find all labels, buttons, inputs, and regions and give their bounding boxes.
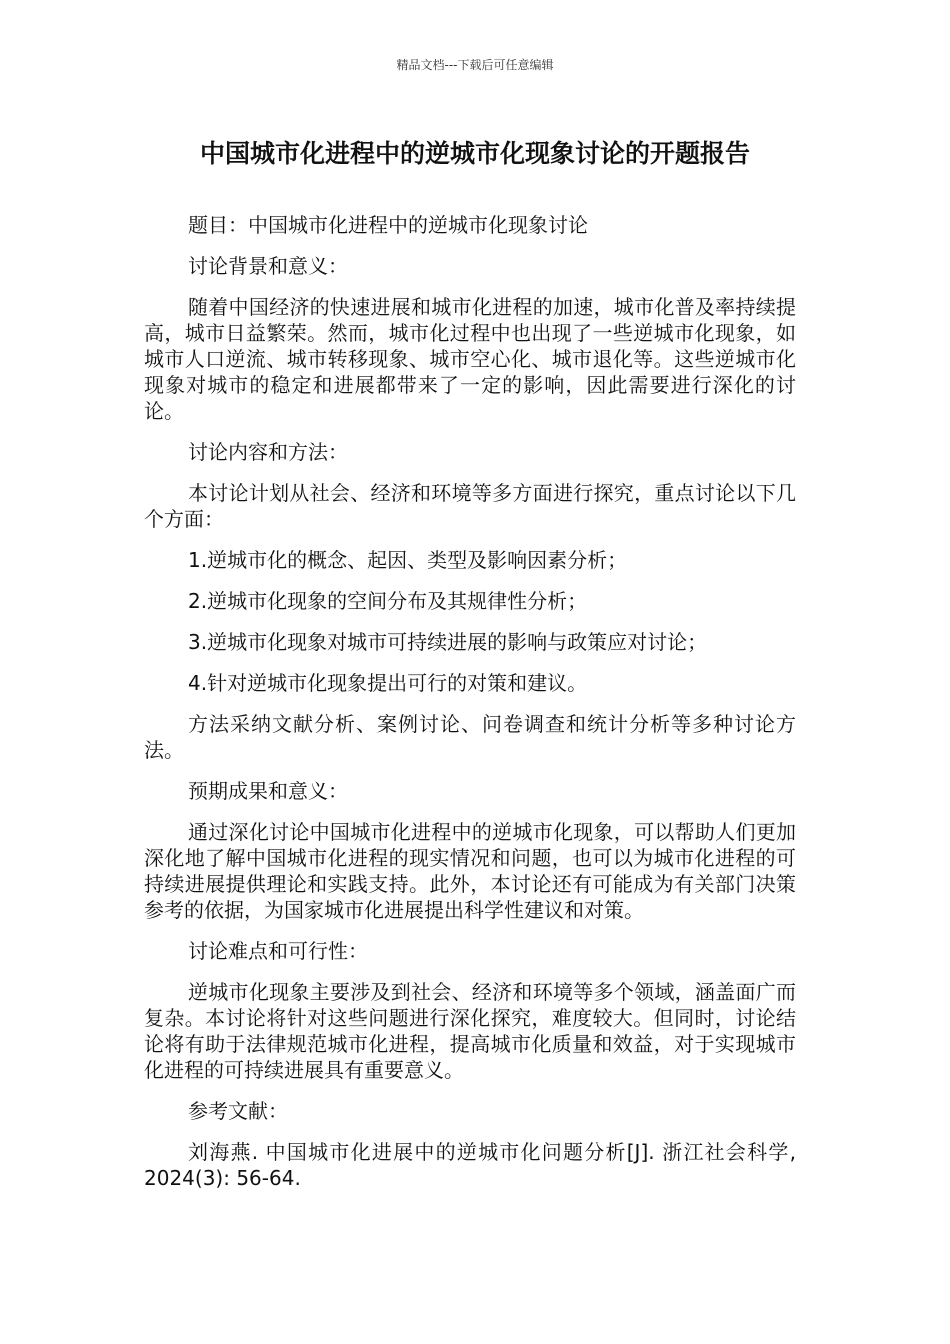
section-heading-references: 参考文献： (188, 1099, 288, 1123)
content-list-item: 1.逆城市化的概念、起因、类型及影响因素分析； (188, 548, 628, 572)
reference-entry: 刘海燕. 中国城市化进展中的逆城市化问题分析[J]. 浙江社会科学, 2024(3): 56-64. (144, 1140, 796, 1190)
outcomes-paragraph: 通过深化讨论中国城市化进程中的逆城市化现象，可以帮助人们更加深化地了解中国城市化进程的现实情况和问题，也可以为城市化进程的可持续进展提供理论和实践支持。此外，本讨论还有可能成为有关部门决策参考的依据，为国家城市化进展提出科学性建议和对策。 (144, 820, 796, 922)
method-paragraph: 方法采纳文献分析、案例讨论、问卷调查和统计分析等多种讨论方法。 (144, 712, 796, 762)
section-heading-content-method: 讨论内容和方法： (188, 440, 348, 464)
document-body (144, 212, 796, 1206)
difficulty-paragraph: 逆城市化现象主要涉及到社会、经济和环境等多个领域，涵盖面广而复杂。本讨论将针对这些问题进行深化探究，难度较大。但同时，讨论结论将有助于法律规范城市化进程，提高城市化质量和效益，对于实现城市化进程的可持续进展具有重要意义。 (144, 980, 796, 1082)
background-paragraph: 随着中国经济的快速进展和城市化进程的加速，城市化普及率持续提高，城市日益繁荣。然而，城市化过程中也出现了一些逆城市化现象，如城市人口逆流、城市转移现象、城市空心化、城市退化等。这些逆城市化现象对城市的稳定和进展都带来了一定的影响，因此需要进行深化的讨论。 (144, 295, 796, 423)
header-note: 精品文档---下载后可任意编辑 (396, 58, 554, 72)
content-list-item: 3.逆城市化现象对城市可持续进展的影响与政策应对讨论； (188, 630, 708, 654)
section-heading-difficulty: 讨论难点和可行性： (188, 939, 368, 963)
section-heading-background: 讨论背景和意义： (188, 254, 348, 278)
content-intro-paragraph: 本讨论计划从社会、经济和环境等多方面进行探究，重点讨论以下几个方面： (144, 481, 796, 531)
content-list-item: 2.逆城市化现象的空间分布及其规律性分析； (188, 589, 588, 613)
content-list-item: 4.针对逆城市化现象提出可行的对策和建议。 (188, 671, 588, 695)
topic-line: 题目：中国城市化进程中的逆城市化现象讨论 (188, 213, 588, 237)
section-heading-outcomes: 预期成果和意义： (188, 779, 348, 803)
document-title: 中国城市化进程中的逆城市化现象讨论的开题报告 (199, 139, 750, 168)
